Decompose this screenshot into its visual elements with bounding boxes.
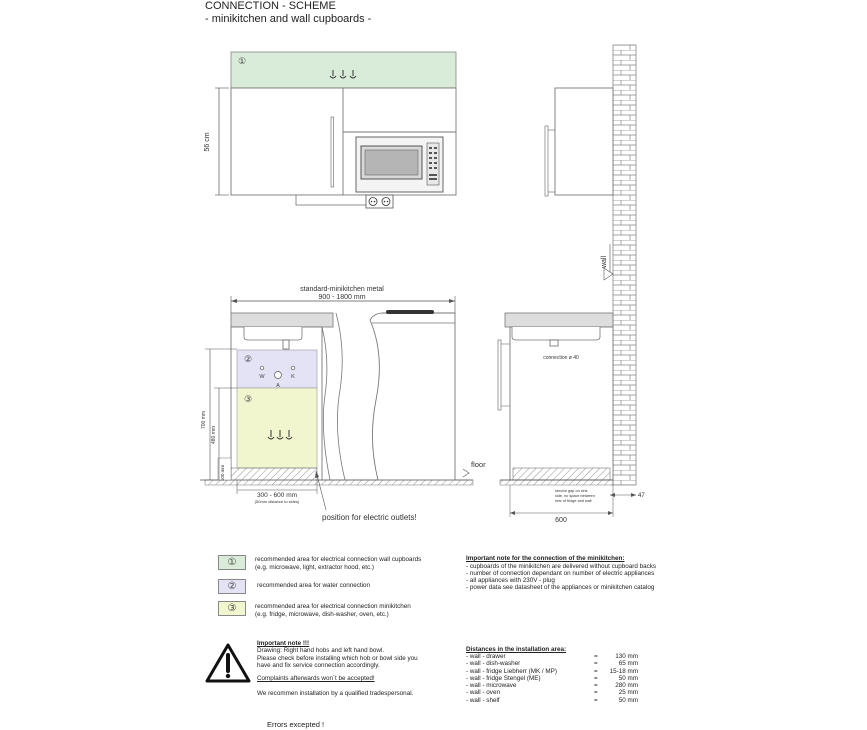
distance-row: - wall - fridge Liebherr (MK / MP) = 15-18 mm <box>466 667 638 675</box>
minikitchen-note-item: - number of connection dependant on number of electric appliances <box>466 570 655 577</box>
page-subtitle: - minikitchen and wall cupboards - <box>205 13 372 25</box>
floor-hatch <box>205 480 473 485</box>
warning-icon <box>205 643 251 683</box>
distance-row: - wall - fridge Stengel (ME) = 50 mm <box>466 674 638 682</box>
complaints-note: Complaints afterwards won´t be accepted! <box>257 675 375 682</box>
depth-600-label: 600 <box>555 517 567 524</box>
cupboard-handle <box>331 117 334 187</box>
important-note-line: have and fix service connection accordingly. <box>257 662 380 669</box>
cabinet-handle-side <box>498 340 501 410</box>
dim-480-label: 480 mm <box>211 425 217 445</box>
distance-label: - wall - fridge Liebherr (MK / MP) <box>466 667 557 675</box>
microwave <box>356 137 443 192</box>
distances-heading: Distances in the installation area: <box>466 646 567 653</box>
legend-swatch-1: ① <box>218 555 246 570</box>
legend-1-line1: recommended area for electrical connection wall cupboards <box>255 556 422 563</box>
important-note-line: Drawing: Right hand hobs and left hand bowl. <box>257 647 385 654</box>
minikitchen-note-heading: Important note for the connection of the minikitchen: <box>466 555 625 562</box>
gap-47-label: 47 <box>638 493 645 499</box>
distance-label: - wall - oven <box>466 689 500 697</box>
legend-3-line1: recommended area for electrical connection minikitchen <box>255 603 411 610</box>
plinth <box>231 468 317 480</box>
connection-label: connection ø 40 <box>543 355 579 361</box>
legend-3-line2: (e.g. fridge, microwave, dish-washer, oven, etc.) <box>255 611 389 618</box>
sink-drain <box>283 340 289 349</box>
water-k-label: K <box>291 374 295 380</box>
worktop-left <box>231 313 333 327</box>
distance-row: - wall - shelf = 50 mm <box>466 696 638 704</box>
zone-2-marker: ② <box>243 354 253 364</box>
service-gap-3: rear of fridge and wall <box>555 499 592 503</box>
electric-outlets-label: position for electric outlets! <box>322 513 417 522</box>
distance-row: - wall - oven = 25 mm <box>466 689 638 697</box>
distance-value: 280 mm <box>615 682 638 690</box>
distance-value: 130 mm <box>615 653 638 660</box>
wall-label: wall <box>601 255 608 269</box>
hob-cabinet <box>370 313 455 480</box>
distance-label: - wall - shelf <box>466 696 500 704</box>
legend-2-line1: recommended area for water connection <box>257 582 371 589</box>
distance-value: 50 mm <box>618 696 638 704</box>
service-gap-1: service gap on sink <box>555 489 588 493</box>
distances-table <box>466 653 638 704</box>
installation-recommendation: We recommen installation by a qualified tradespersonal. <box>257 690 414 697</box>
outlet-range-note: (50mm distance to sides) <box>254 499 300 504</box>
distance-value: 65 mm <box>618 660 638 668</box>
hob-top <box>386 310 434 314</box>
dim-700-label: 700 mm <box>201 410 207 430</box>
important-note-line: Please check before installing which hob or bowl side you <box>257 655 418 662</box>
width-label-2: 900 - 1800 mm <box>318 294 366 301</box>
page-title: CONNECTION - SCHEME <box>205 0 336 12</box>
minikitchen-note-item: - cupboards of the minikitchen are delivered without cupboard backs <box>466 563 657 570</box>
distance-label: - wall - fridge Stengel (ME) <box>466 674 541 682</box>
worktop-side <box>505 313 613 327</box>
distance-value: 50 mm <box>618 674 638 682</box>
brick-wall <box>613 45 636 485</box>
legend-1-line2: (e.g. microwave, light, extractor hood, etc.) <box>255 564 374 571</box>
distance-value: 25 mm <box>618 689 638 697</box>
width-label-1: standard-minikitchen metal <box>300 286 384 293</box>
minikitchen-note-item: - power data see datasheet of the appliances or minikitchen catalog <box>466 584 655 591</box>
floor-label: floor <box>471 460 486 469</box>
sink-cabinet-side <box>510 327 613 480</box>
minikitchen-note-item: - all appliances with 230V - plug <box>466 577 555 584</box>
errors-excepted: Errors excepted ! <box>267 720 325 729</box>
distance-label: - wall - drawer <box>466 653 506 660</box>
distance-label: - wall - microwave <box>466 682 517 690</box>
distance-label: - wall - dish-washer <box>466 660 521 668</box>
service-gap-2: side, no space between <box>555 494 595 498</box>
sink-bowl <box>244 327 302 340</box>
legend-swatch-3: ③ <box>218 601 246 616</box>
distance-row: - wall - microwave = 280 mm <box>466 682 638 690</box>
distance-value: 15-18 mm <box>609 667 638 675</box>
important-note-heading: Important note !!! <box>257 640 310 647</box>
outlet-range-label: 300 - 600 mm <box>256 492 298 499</box>
zone-3-marker: ③ <box>243 394 253 404</box>
water-w-label: W <box>259 374 265 380</box>
cupboard-light <box>296 195 376 205</box>
legend-swatch-2: ② <box>218 579 246 594</box>
double-socket <box>366 195 393 208</box>
zone-1-marker: ① <box>237 56 247 66</box>
water-a-label: A <box>276 383 280 389</box>
dim-56-label: 56 cm <box>204 132 211 152</box>
wall-cupboard-side <box>555 88 613 195</box>
distance-row: - wall - dish-washer = 65 mm <box>466 660 638 668</box>
dim-100-label: 100 mm <box>220 464 225 482</box>
distance-row: - wall - drawer = 130 mm <box>466 653 638 660</box>
